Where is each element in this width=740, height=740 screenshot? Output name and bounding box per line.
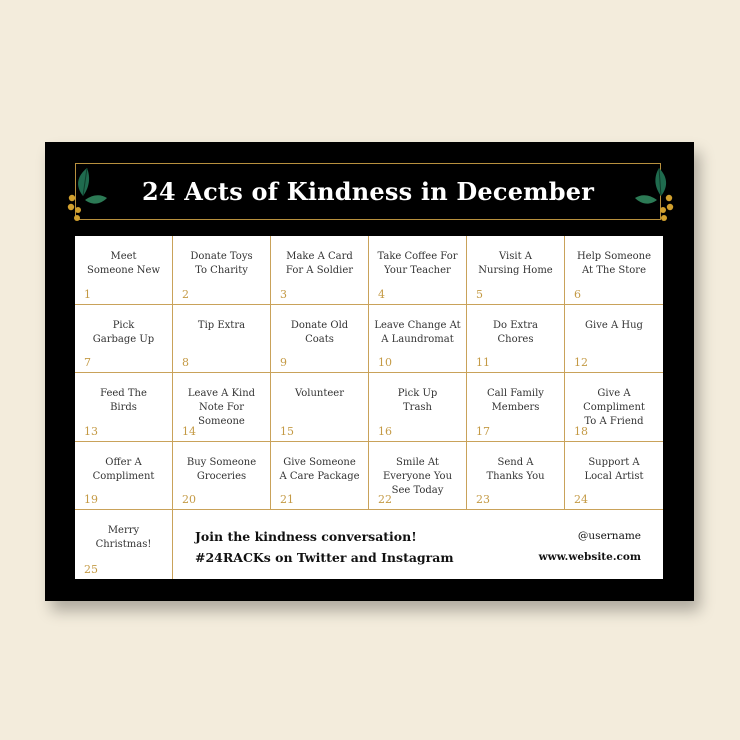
day-number: 22: [378, 493, 392, 507]
day-activity-text: Pick Up Trash: [397, 388, 438, 414]
day-activity-text: Give A Compliment To A Friend: [583, 388, 645, 428]
day-number: 10: [378, 356, 392, 370]
day-activity-text: Visit A Nursing Home: [478, 251, 553, 276]
day-number: 4: [378, 287, 385, 301]
calendar-day-cell: [565, 236, 663, 305]
calendar-day-cell: [75, 305, 173, 374]
day-number: 9: [280, 356, 287, 370]
holly-icon: [633, 164, 679, 224]
day-activity-text: Give Someone A Care Package: [279, 456, 360, 482]
calendar-day-cell: [75, 373, 173, 442]
day-activity-text: Offer A Compliment: [92, 456, 155, 482]
calendar-day-cell: [173, 373, 271, 442]
calendar-day-cell: [467, 305, 565, 374]
day-activity-text: Support A Local Artist: [584, 456, 644, 482]
calendar-day-cell: [369, 305, 467, 374]
day-activity-text: Pick Garbage Up: [92, 319, 155, 345]
calendar-day-cell: [467, 373, 565, 442]
day-number: 12: [574, 356, 588, 370]
calendar-day-cell: [565, 305, 663, 374]
calendar-day-cell: [173, 305, 271, 374]
day-activity-text: Meet Someone New: [86, 251, 161, 276]
day-activity-text: Make A Card For A Soldier: [285, 251, 354, 276]
day-number: 6: [574, 287, 581, 301]
day-number: 16: [378, 424, 392, 438]
day-activity-text: Donate Toys To Charity: [190, 251, 253, 276]
day-number: 11: [476, 356, 490, 370]
day-activity-text: Leave A Kind Note For Someone: [187, 388, 256, 428]
day-number: 5: [476, 287, 483, 301]
calendar-day-cell: [173, 236, 271, 305]
calendar-day-cell: [271, 373, 369, 442]
day-number: 13: [84, 424, 98, 438]
footer-website: www.website.com: [538, 551, 641, 564]
day-activity-text: Call Family Members: [487, 388, 544, 414]
day-activity-text: Tip Extra: [197, 319, 246, 331]
calendar-day-cell: [565, 373, 663, 442]
day-number: 17: [476, 424, 490, 438]
day-activity-text: Send A Thanks You: [486, 456, 545, 482]
day-activity-text: Feed The Birds: [100, 388, 147, 414]
footer-panel: [173, 510, 663, 579]
day-number: 15: [280, 424, 294, 438]
calendar-day-cell: [271, 442, 369, 511]
day-activity-text: Give A Hug: [585, 319, 643, 331]
calendar-day-cell: [369, 236, 467, 305]
day-number: 14: [182, 424, 196, 438]
day-number: 1: [84, 287, 91, 301]
footer-username: @username: [577, 530, 641, 543]
calendar-day-cell: [369, 442, 467, 511]
page-title: 24 Acts of Kindness in December: [141, 177, 595, 206]
calendar-card: [45, 142, 694, 601]
day-number: 21: [280, 493, 294, 507]
day-activity-text: Buy Someone Groceries: [186, 456, 257, 482]
day-number: 25: [84, 562, 98, 576]
day-number: 24: [574, 493, 588, 507]
calendar-day-cell: [75, 236, 173, 305]
calendar-day-cell: [467, 236, 565, 305]
holly-icon: [63, 164, 109, 224]
calendar-day-cell: [467, 442, 565, 511]
title-banner: [75, 163, 661, 220]
day-activity-text: Do Extra Chores: [493, 319, 538, 345]
calendar-day-cell: [565, 442, 663, 511]
calendar-day-cell: [369, 373, 467, 442]
day-number: 18: [574, 424, 588, 438]
calendar-day-cell: [271, 236, 369, 305]
calendar-day-cell: [75, 510, 173, 579]
footer-hashtag: #24RACKs on Twitter and Instagram: [195, 550, 454, 566]
day-number: 19: [84, 493, 98, 507]
day-number: 7: [84, 356, 91, 370]
day-number: 2: [182, 287, 189, 301]
day-activity-text: Smile At Everyone You See Today: [382, 456, 453, 496]
day-activity-text: Leave Change At A Laundromat: [374, 319, 461, 345]
day-number: 23: [476, 493, 490, 507]
calendar-grid: [75, 236, 663, 579]
day-activity-text: Donate Old Coats: [290, 319, 349, 345]
day-number: 3: [280, 287, 287, 301]
calendar-day-cell: [271, 305, 369, 374]
day-number: 20: [182, 493, 196, 507]
footer-call-to-action: Join the kindness conversation!: [195, 529, 417, 545]
calendar-day-cell: [173, 442, 271, 511]
day-number: 8: [182, 356, 189, 370]
calendar-day-cell: [75, 442, 173, 511]
day-activity-text: Merry Christmas!: [95, 525, 152, 551]
day-activity-text: Take Coffee For Your Teacher: [377, 251, 458, 276]
day-activity-text: Volunteer: [294, 388, 345, 400]
day-activity-text: Help Someone At The Store: [576, 251, 652, 276]
